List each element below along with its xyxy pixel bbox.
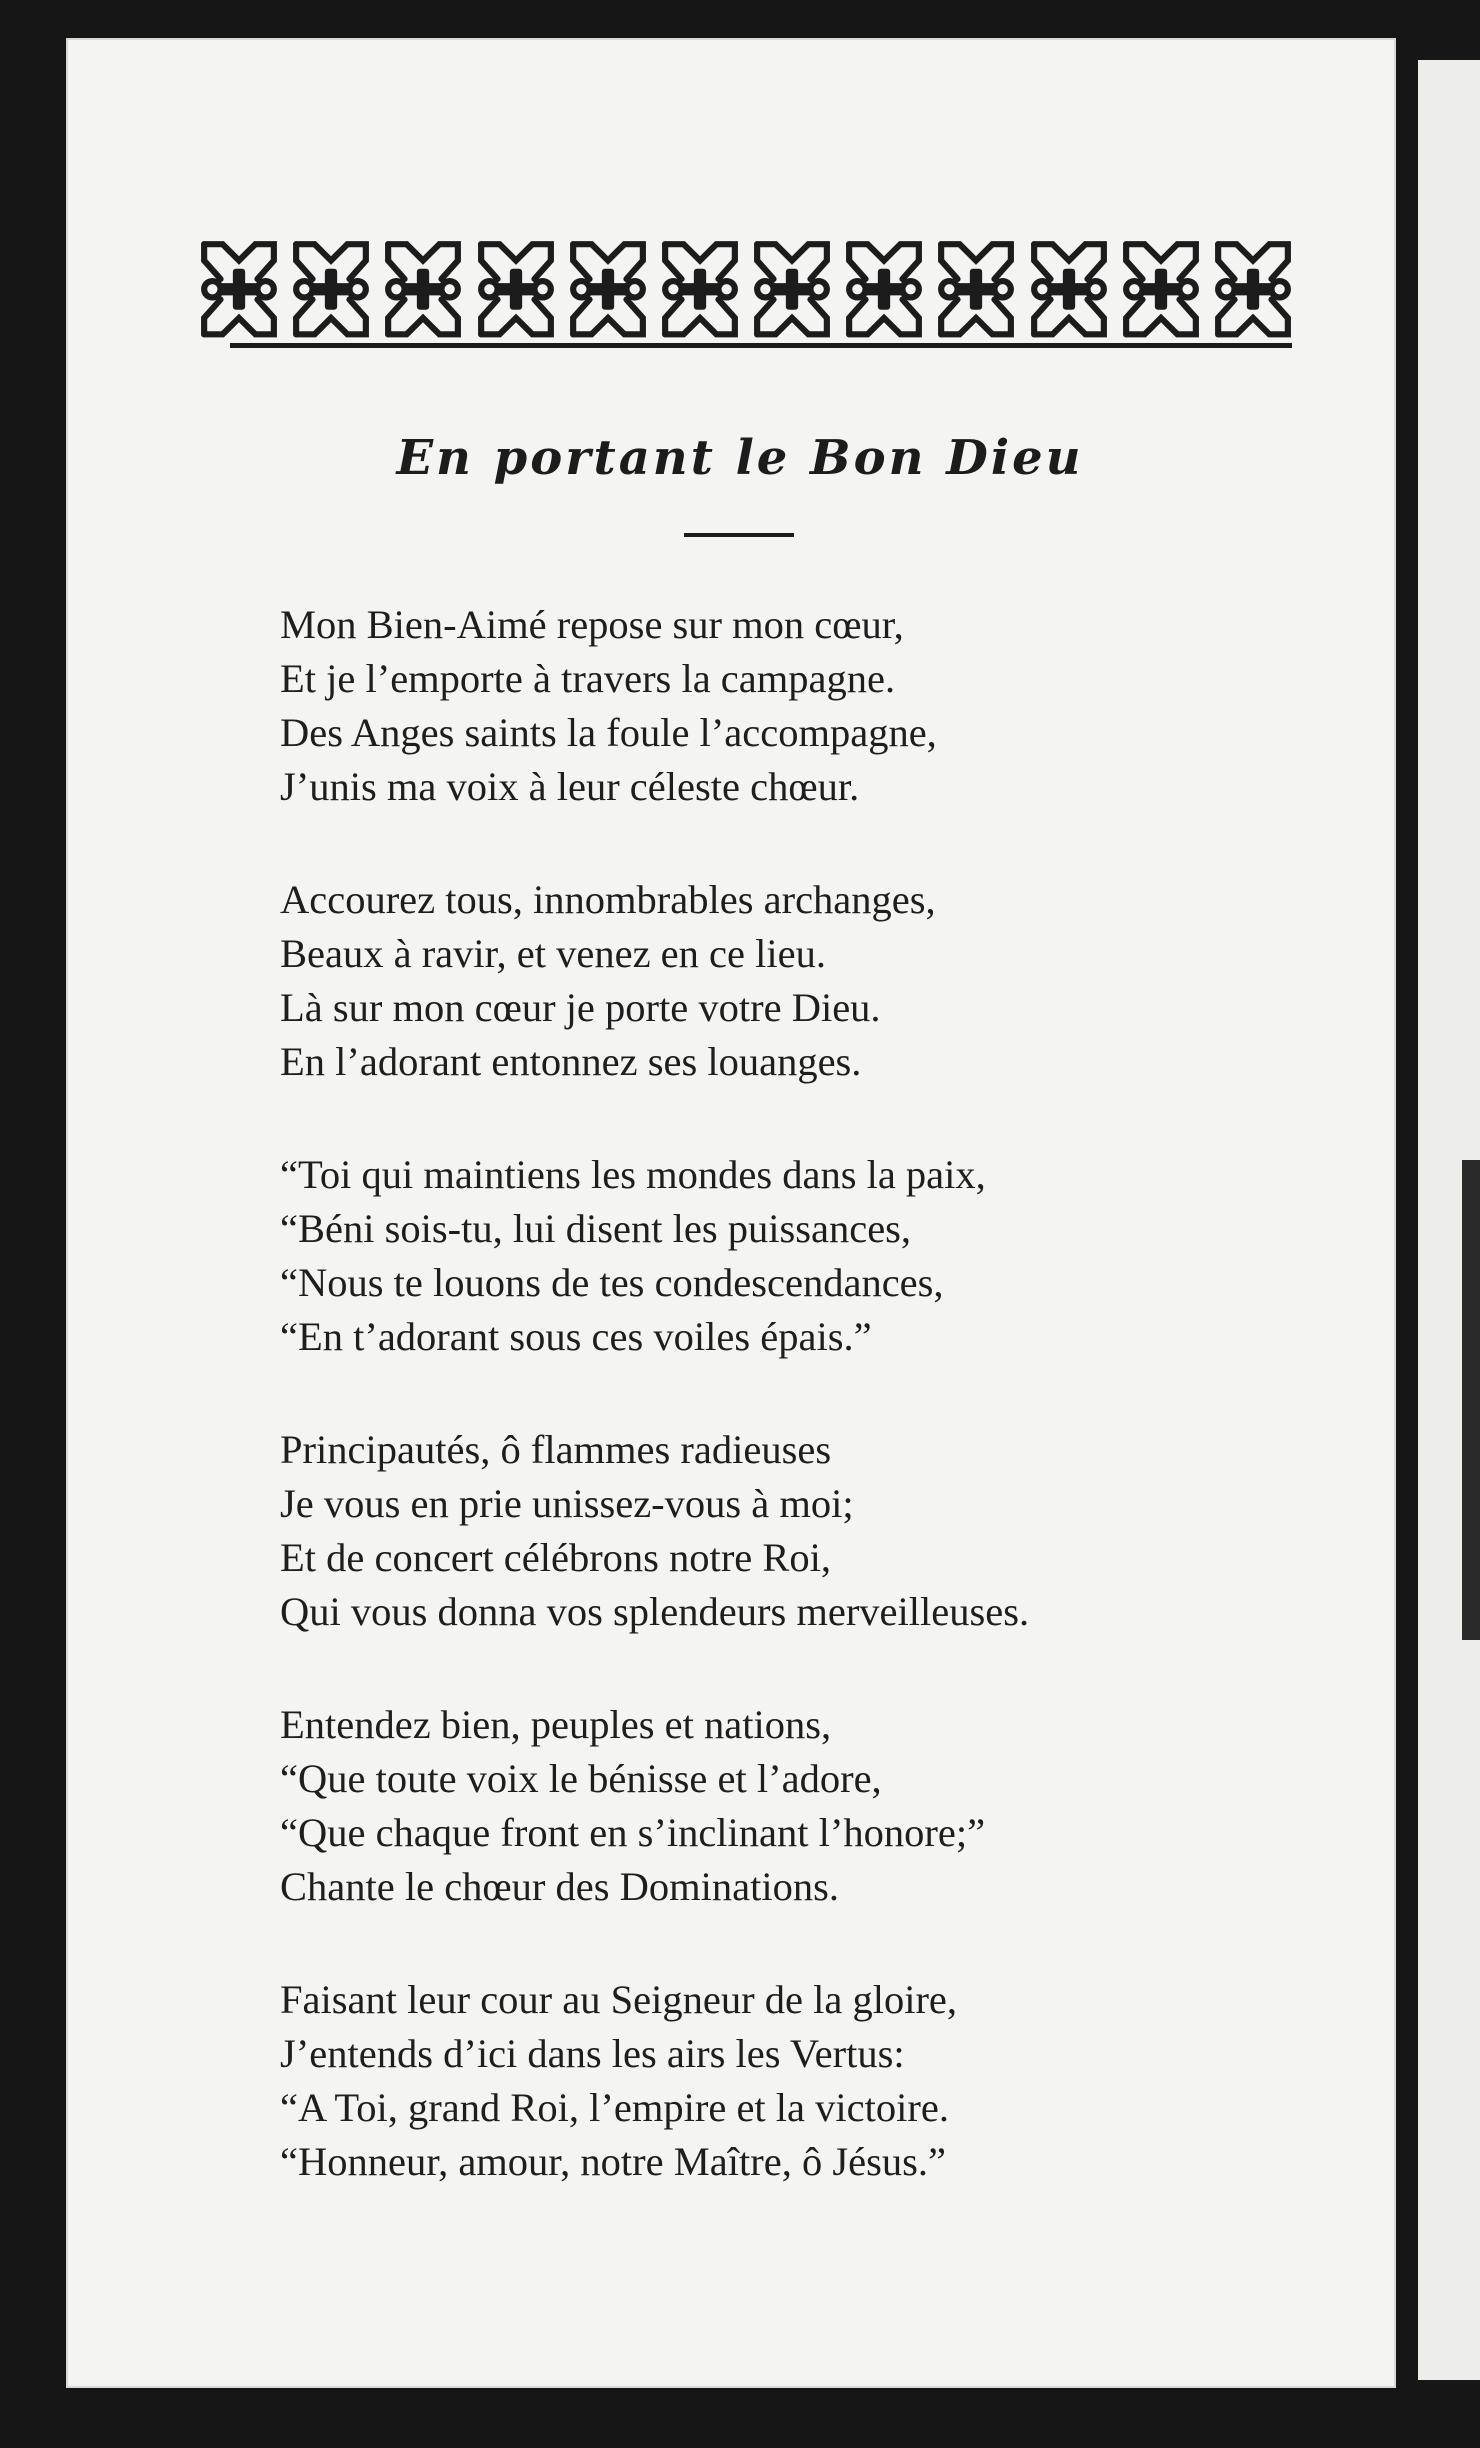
ornamental-cross-motif-icon [475, 238, 557, 342]
poem-line: J’unis ma voix à leur céleste chœur. [280, 764, 860, 809]
poem-body [280, 598, 1280, 2189]
poem-line: En l’adorant entonnez ses louanges. [280, 1039, 862, 1084]
ornamental-cross-motif-icon [843, 238, 925, 342]
ornamental-cross-motif-icon [659, 238, 741, 342]
poem-line: “Nous te louons de tes condescendances, [280, 1260, 944, 1305]
ornamental-cross-motif-icon [567, 238, 649, 342]
poem-line: “Que toute voix le bénisse et l’adore, [280, 1756, 882, 1801]
ornamental-cross-motif-icon [1028, 238, 1110, 342]
adjacent-page-image-edge [1462, 1160, 1480, 1640]
poem-line: “En t’adorant sous ces voiles épais.” [280, 1314, 872, 1359]
poem-line: Là sur mon cœur je porte votre Dieu. [280, 985, 881, 1030]
poem-line: Et de concert célébrons notre Roi, [280, 1535, 832, 1580]
stanza [280, 1148, 1280, 1364]
poem-line: Des Anges saints la foule l’accompagne, [280, 710, 937, 755]
poem-line: Qui vous donna vos splendeurs merveilleuses. [280, 1589, 1030, 1634]
title-divider [684, 533, 794, 537]
poem-line: Et je l’emporte à travers la campagne. [280, 656, 896, 701]
poem-line: Accourez tous, innombrables archanges, [280, 877, 936, 922]
ornamental-cross-motif-icon [382, 238, 464, 342]
ornamental-cross-motif-icon [198, 238, 280, 342]
ornamental-border-rule [230, 343, 1292, 348]
poem-line: Mon Bien-Aimé repose sur mon cœur, [280, 602, 904, 647]
ornamental-cross-motif-icon [1212, 238, 1294, 342]
ornamental-cross-motif-icon [1120, 238, 1202, 342]
poem-line: Chante le chœur des Dominations. [280, 1864, 840, 1909]
poem-line: Principautés, ô flammes radieuses [280, 1427, 832, 1472]
stanza [280, 1698, 1280, 1914]
poem-line: “A Toi, grand Roi, l’empire et la victoire. [280, 2085, 949, 2130]
poem-line: “Honneur, amour, notre Maître, ô Jésus.” [280, 2139, 946, 2184]
ornamental-border [198, 238, 1294, 350]
poem-line: J’entends d’ici dans les airs les Vertus: [280, 2031, 905, 2076]
poem-line: “Béni sois-tu, lui disent les puissances, [280, 1206, 912, 1251]
stanza [280, 873, 1280, 1089]
poem-title: En portant le Bon Dieu [396, 430, 1084, 486]
ornamental-cross-motif-icon [751, 238, 833, 342]
stanza [280, 598, 1280, 814]
ornamental-cross-motif-icon [935, 238, 1017, 342]
poem-line: Faisant leur cour au Seigneur de la gloire, [280, 1977, 958, 2022]
ornamental-cross-motif-icon [290, 238, 372, 342]
poem-line: Je vous en prie unissez-vous à moi; [280, 1481, 854, 1526]
stanza [280, 1973, 1280, 2189]
poem-line: Beaux à ravir, et venez en ce lieu. [280, 931, 826, 976]
poem-line: “Que chaque front en s’inclinant l’honore;” [280, 1810, 986, 1855]
stanza [280, 1423, 1280, 1639]
poem-line: “Toi qui maintiens les mondes dans la paix, [280, 1152, 986, 1197]
poem-line: Entendez bien, peuples et nations, [280, 1702, 832, 1747]
